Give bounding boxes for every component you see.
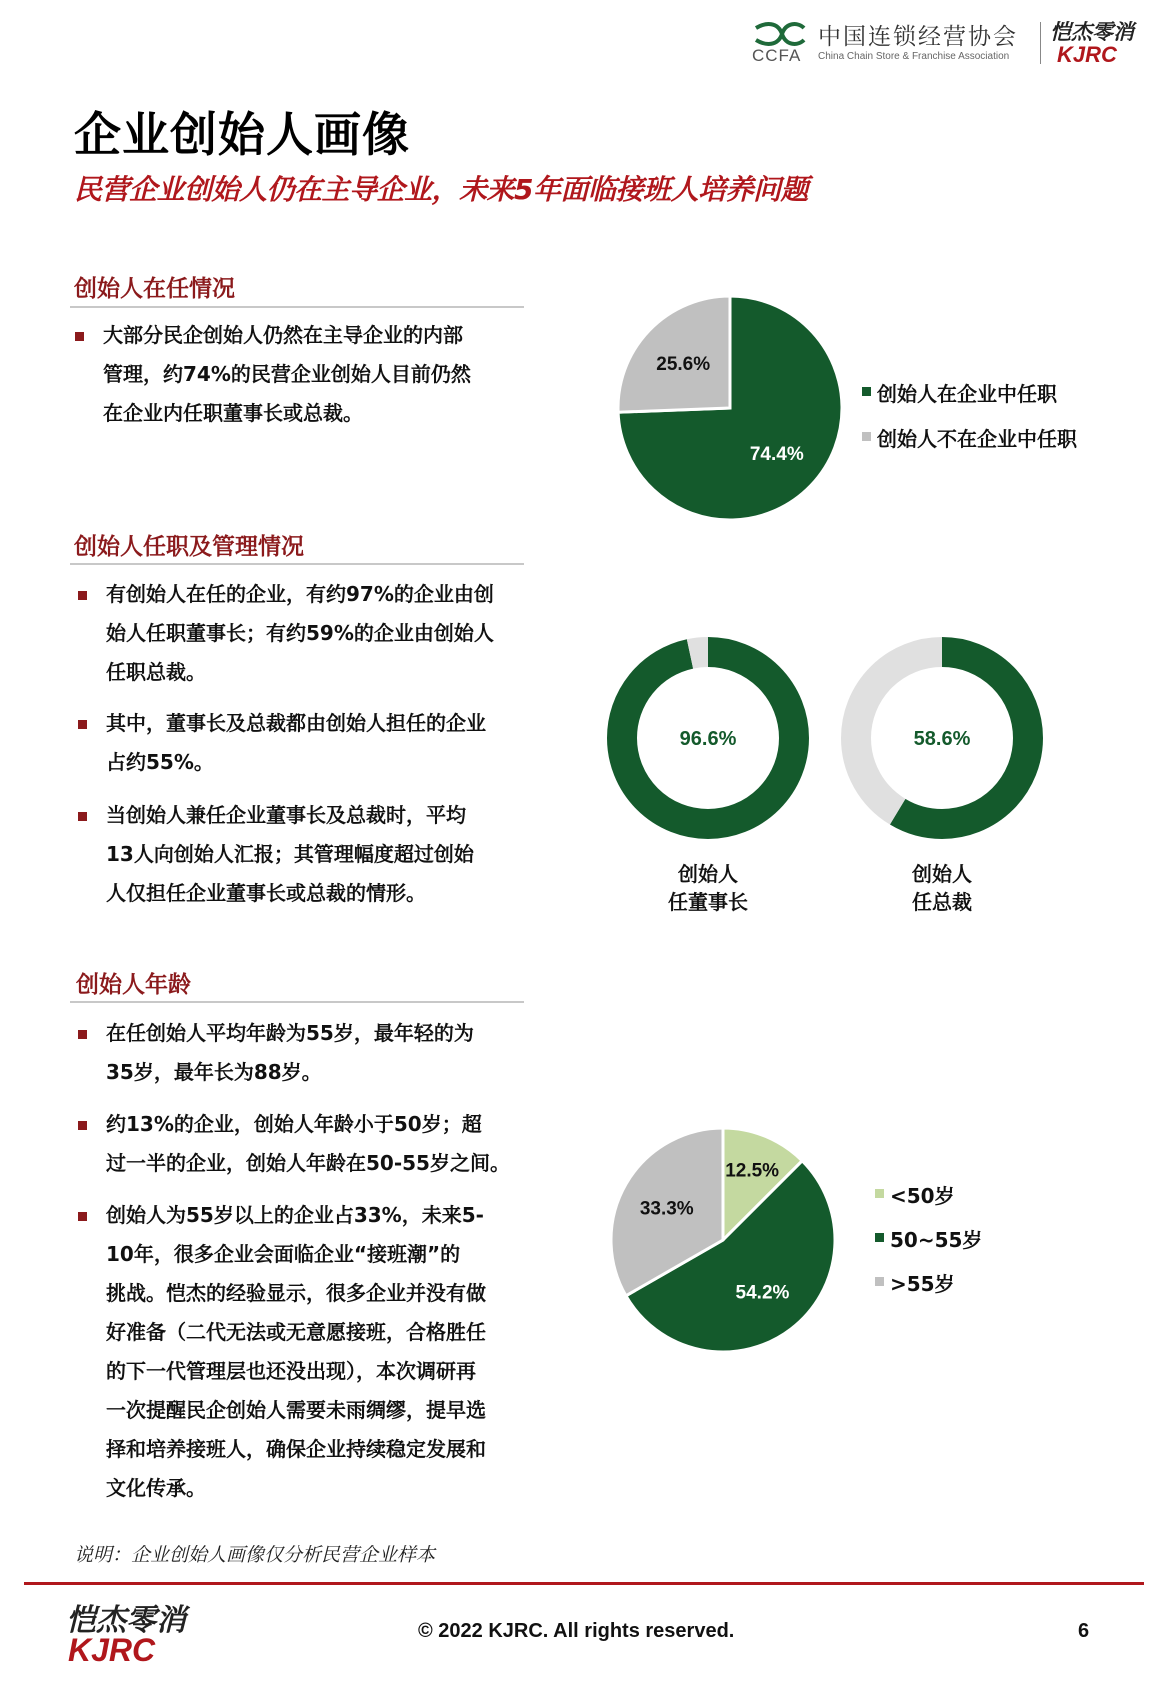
pie-data-label: 25.6% xyxy=(656,353,711,375)
bullet-square-icon xyxy=(78,720,87,729)
donut-caption-president: 创始人 任总裁 xyxy=(912,862,972,914)
footer-kjrc-logo: KJRC xyxy=(68,1632,156,1668)
section-heading-roles: 创始人任职及管理情况 xyxy=(74,534,304,560)
ccfa-logo xyxy=(752,18,1032,68)
copyright: © 2022 KJRC. All rights reserved. xyxy=(418,1620,735,1642)
section-heading-age: 创始人年龄 xyxy=(76,972,191,998)
pie-data-label: 54.2% xyxy=(735,1282,790,1304)
bullet-item: 约13%的企业，创始人年龄小于50岁；超 过一半的企业，创始人年龄在50-55岁之间。 xyxy=(106,1105,510,1183)
donut-center-label: 96.6% xyxy=(679,728,737,750)
legend-item xyxy=(862,423,1077,452)
org-name: 中国连锁经营协会 xyxy=(818,24,1018,50)
bullet-item: 创始人为55岁以上的企业占33%，未来5- 10年，很多企业会面临企业“接班潮”的 挑战。恺杰的经验显示，很多企业并没有做 好准备（二代无法或无意愿接班，合格胜任 的下一代管理层也还没出现），本次调研再 一次提醒民企创始人需要未雨绸缪，提早选 择和培养接班人，确保企业持续稳定发展和 文化传承。 xyxy=(106,1196,486,1508)
legend-label: 50~55岁 xyxy=(890,1228,983,1252)
footer-kjrc-cn: 恺杰零消 xyxy=(66,1603,186,1638)
legend-swatch xyxy=(875,1233,884,1242)
page-subtitle: 民营企业创始人仍在主导企业，未来5年面临接班人培养问题 xyxy=(74,173,808,206)
section-rule xyxy=(70,306,524,308)
pie-chart-age xyxy=(603,1120,843,1360)
bullet-square-icon xyxy=(75,332,84,341)
legend-item xyxy=(862,378,1057,407)
header-kjrc-cn: 恺杰零消 xyxy=(1050,19,1134,44)
bullet-item: 大部分民企创始人仍然在主导企业的内部 管理，约74%的民营企业创始人目前仍然 在企业内任职董事长或总裁。 xyxy=(103,316,471,433)
legend-label: <50岁 xyxy=(890,1184,955,1208)
header-divider xyxy=(1040,22,1041,64)
bullet-square-icon xyxy=(78,1030,87,1039)
legend-item xyxy=(875,1180,955,1209)
legend-swatch xyxy=(875,1277,884,1286)
bullet-square-icon xyxy=(78,812,87,821)
legend-item xyxy=(875,1224,982,1253)
page-number: 6 xyxy=(1078,1620,1090,1642)
legend-swatch xyxy=(875,1189,884,1198)
bullet-square-icon xyxy=(78,591,87,600)
header-kjrc-logo: KJRC xyxy=(1057,42,1117,67)
footnote: 说明：企业创始人画像仅分析民营企业样本 xyxy=(74,1544,436,1566)
bullet-item: 在任创始人平均年龄为55岁，最年轻的为 35岁，最年长为88岁。 xyxy=(106,1014,474,1092)
legend-swatch xyxy=(862,432,871,441)
pie-data-label: 33.3% xyxy=(639,1198,694,1220)
bullet-item: 有创始人在任的企业，有约97%的企业由创 始人任职董事长；有约59%的企业由创始人 任职总裁。 xyxy=(106,575,494,692)
section-heading-in-office: 创始人在任情况 xyxy=(74,276,235,302)
org-name-en: China Chain Store & Franchise Association xyxy=(818,51,1010,62)
legend-label: 创始人在企业中任职 xyxy=(877,382,1057,406)
bullet-square-icon xyxy=(78,1212,87,1221)
donut-caption-chairman: 创始人 任董事长 xyxy=(668,862,748,914)
legend-label: 创始人不在企业中任职 xyxy=(877,427,1077,451)
page-title: 企业创始人画像 xyxy=(74,108,410,163)
donut-chart-chairman xyxy=(606,636,810,840)
legend-item xyxy=(875,1268,955,1297)
bullet-item: 当创始人兼任企业董事长及总裁时，平均 13人向创始人汇报；其管理幅度超过创始 人仅担任企业董事长或总裁的情形。 xyxy=(106,796,474,913)
section-rule xyxy=(70,563,524,565)
donut-center-label: 58.6% xyxy=(913,728,971,750)
pie-data-label: 74.4% xyxy=(749,444,804,466)
pie-data-label: 12.5% xyxy=(725,1160,780,1182)
bullet-square-icon xyxy=(78,1121,87,1130)
legend-swatch xyxy=(862,387,871,396)
ccfa-text: CCFA xyxy=(752,46,802,65)
legend-label: >55岁 xyxy=(890,1272,955,1296)
footer-rule xyxy=(24,1582,1144,1585)
section-rule xyxy=(70,1001,524,1003)
pie-chart-in-office xyxy=(610,288,850,528)
bullet-item: 其中，董事长及总裁都由创始人担任的企业 占约55%。 xyxy=(106,704,486,782)
donut-chart-president xyxy=(840,636,1044,840)
